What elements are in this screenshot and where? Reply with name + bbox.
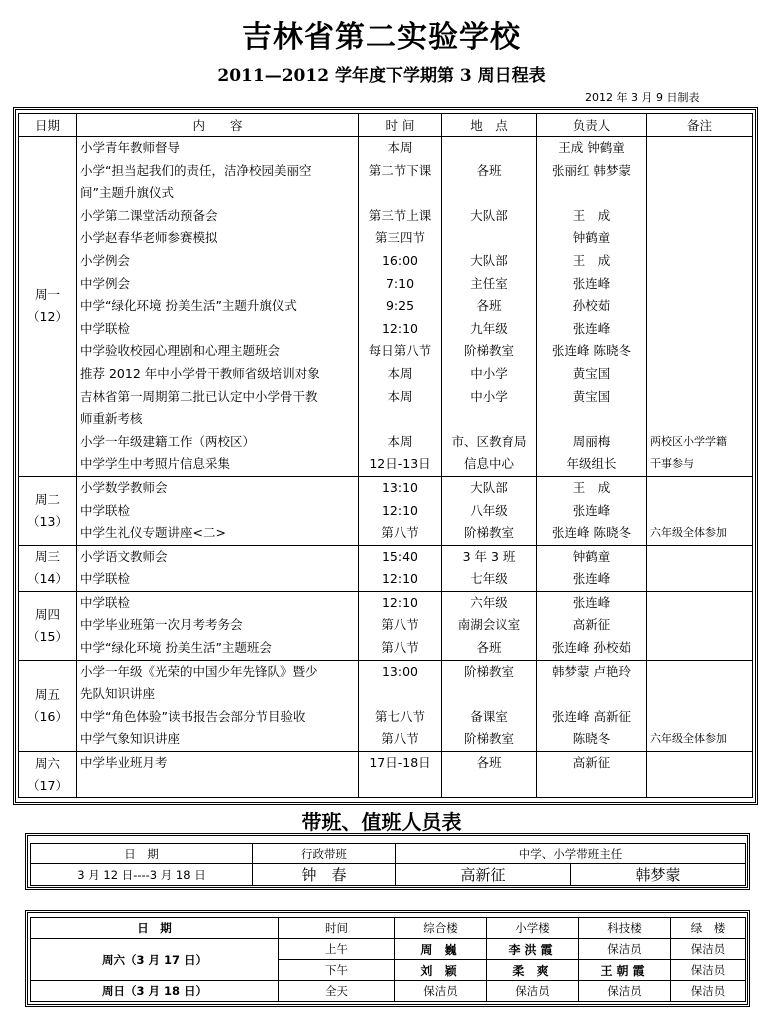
person-line xyxy=(537,775,646,798)
time-line: 第三节上课 xyxy=(368,207,432,223)
content-line: 中学联检 xyxy=(80,594,131,610)
time-cell xyxy=(359,591,442,660)
note-line xyxy=(647,137,752,160)
duty-date: 3 月 12 日----3 月 18 日 xyxy=(31,864,253,886)
watch-sat-pm-a: 刘 颖 xyxy=(395,960,487,981)
time-line: 本周 xyxy=(387,433,413,449)
person-line: 年级组长 xyxy=(566,456,617,472)
note-line xyxy=(647,227,752,250)
schedule-header-row xyxy=(19,114,753,137)
place-line: 信息中心 xyxy=(463,456,514,472)
note-cell xyxy=(647,545,753,591)
note-cell xyxy=(647,660,753,751)
made-date: 2012 年 3 月 9 日制表 xyxy=(585,91,700,104)
day-date: （16） xyxy=(27,708,68,724)
place-line: 各班 xyxy=(476,298,502,314)
person-line: 王 成 xyxy=(572,207,611,223)
content-line: 先队知识讲座 xyxy=(80,686,156,702)
person-line: 黄宝国 xyxy=(572,365,611,381)
col-time: 时 间 xyxy=(359,114,442,137)
person-line: 高新征 xyxy=(572,617,611,633)
content-line: 吉林省第一周期第二批已认定中小学骨干教 xyxy=(80,388,318,404)
time-line: 13:00 xyxy=(381,663,419,679)
duty-header-admin: 行政带班 xyxy=(253,844,396,864)
school-title: 吉林省第二实验学校 xyxy=(242,20,521,55)
time-cell xyxy=(359,752,442,798)
time-line: 第二节下课 xyxy=(368,162,432,178)
note-cell xyxy=(647,476,753,545)
person-cell xyxy=(537,476,647,545)
watch-sat-am-b: 李洪霞 xyxy=(487,939,579,960)
duty-header-date: 日 期 xyxy=(31,844,253,864)
note-line xyxy=(647,273,752,296)
place-line: 九年级 xyxy=(470,320,508,336)
place-line: 大队部 xyxy=(470,479,508,495)
person-line: 黄宝国 xyxy=(572,388,611,404)
content-line: 小学第二课堂活动预备会 xyxy=(80,207,218,223)
watch-header-building-a: 综合楼 xyxy=(395,918,487,939)
duty-table xyxy=(30,843,746,886)
note-line: 六年级全体参加 xyxy=(650,526,727,540)
day-row xyxy=(19,591,753,660)
content-line: 中学例会 xyxy=(80,275,131,291)
place-line: 八年级 xyxy=(470,502,508,518)
note-line xyxy=(647,205,752,228)
place-line: 大队部 xyxy=(470,207,508,223)
time-line: 12:10 xyxy=(381,502,419,518)
person-line: 张连峰 xyxy=(572,275,611,291)
person-line: 张连峰 陈晓冬 xyxy=(552,525,631,541)
note-line xyxy=(647,477,752,500)
person-line: 王 成 xyxy=(572,252,611,268)
content-line: 小学“担当起我们的责任，洁净校园美丽空 xyxy=(80,162,312,178)
day-cell xyxy=(19,476,77,545)
place-line: 六年级 xyxy=(470,594,508,610)
content-line: 小学赵春华老师参赛模拟 xyxy=(80,230,218,246)
place-cell xyxy=(442,476,537,545)
col-note: 备注 xyxy=(647,114,753,137)
watch-sat-am-c: 保洁员 xyxy=(579,939,671,960)
time-line xyxy=(359,775,441,798)
person-line: 张丽红 韩梦蒙 xyxy=(552,162,631,178)
content-line: 中学联检 xyxy=(80,502,131,518)
place-cell xyxy=(442,660,537,751)
place-line: 南湖会议室 xyxy=(457,617,521,633)
person-line: 王 成 xyxy=(572,479,611,495)
time-line: 7:10 xyxy=(385,275,415,291)
time-line: 本周 xyxy=(387,365,413,381)
time-line xyxy=(359,182,441,205)
person-line: 王成 钟鹤童 xyxy=(558,140,625,155)
day-row xyxy=(19,476,753,545)
place-cell xyxy=(442,545,537,591)
note-cell xyxy=(647,752,753,798)
place-line xyxy=(442,775,536,798)
note-cell xyxy=(647,137,753,477)
content-line: 中学毕业班月考 xyxy=(80,755,168,771)
place-line: 3 年 3 班 xyxy=(462,548,516,564)
content-cell xyxy=(77,476,359,545)
time-line: 16:00 xyxy=(381,252,419,268)
note-line: 干事参与 xyxy=(650,457,694,471)
person-line xyxy=(537,683,646,706)
time-line: 12:10 xyxy=(381,594,419,610)
person-line: 张连峰 xyxy=(572,502,611,518)
day-cell xyxy=(19,137,77,477)
duty-teacher-1: 高新征 xyxy=(396,864,571,886)
place-line: 中小学 xyxy=(470,365,508,381)
watch-sun-d: 保洁员 xyxy=(671,981,746,1002)
person-line: 张连峰 xyxy=(572,571,611,587)
content-line: 师重新考核 xyxy=(80,411,143,427)
person-line: 张连峰 高新征 xyxy=(552,708,631,724)
place-line: 各班 xyxy=(476,640,502,656)
person-cell xyxy=(537,660,647,751)
watch-sat-am-d: 保洁员 xyxy=(671,939,746,960)
place-line: 市、区教育局 xyxy=(451,433,527,449)
note-line xyxy=(647,408,752,431)
note-line xyxy=(647,250,752,273)
content-line: 中学毕业班第一次月考考务会 xyxy=(80,617,243,633)
content-line: 小学例会 xyxy=(80,252,131,268)
time-line: 第八节 xyxy=(381,525,419,541)
col-date: 日期 xyxy=(19,114,77,137)
duty-title: 带班、值班人员表 xyxy=(301,810,462,834)
note-line xyxy=(647,706,752,729)
time-line: 本周 xyxy=(387,388,413,404)
watch-header-date: 日 期 xyxy=(31,918,279,939)
note-line xyxy=(647,775,752,798)
time-cell xyxy=(359,545,442,591)
note-line xyxy=(647,318,752,341)
time-line xyxy=(359,683,441,706)
person-line: 钟鹤童 xyxy=(572,548,611,564)
time-line: 本周 xyxy=(387,140,413,155)
note-line xyxy=(647,546,752,569)
watch-sat-pm-b: 柔 爽 xyxy=(487,960,579,981)
person-line: 张连峰 xyxy=(572,594,611,610)
person-line: 张连峰 陈晓冬 xyxy=(552,343,631,359)
content-line: 小学青年教师督导 xyxy=(80,140,181,155)
time-line: 每日第八节 xyxy=(368,343,432,359)
note-line xyxy=(647,386,752,409)
person-line: 陈晓冬 xyxy=(572,731,611,747)
content-line: 间”主题升旗仪式 xyxy=(80,185,174,201)
person-line: 钟鹤童 xyxy=(572,230,611,246)
person-line: 高新征 xyxy=(572,755,611,771)
time-line: 15:40 xyxy=(381,548,419,564)
schedule-subtitle: 2011—2012 学年度下学期第 3 周日程表 xyxy=(217,66,546,86)
time-line: 9:25 xyxy=(385,298,415,314)
content-line: 小学一年级《光荣的中国少年先锋队》暨少 xyxy=(80,663,318,679)
time-line: 17日-18日 xyxy=(369,755,431,771)
watch-header-time: 时间 xyxy=(279,918,395,939)
content-line: 中学“绿化环境 扮美生活”主题班会 xyxy=(80,640,272,656)
place-line: 各班 xyxy=(476,162,502,178)
content-line: 中学学生中考照片信息采集 xyxy=(80,456,231,472)
day-label: 周四 xyxy=(34,606,60,622)
note-line xyxy=(647,752,752,775)
person-cell xyxy=(537,591,647,660)
place-line xyxy=(442,227,536,250)
day-label: 周三 xyxy=(34,549,60,565)
day-label: 周六 xyxy=(34,755,60,771)
place-line: 七年级 xyxy=(470,571,508,587)
content-line: 小学一年级建籍工作（两校区） xyxy=(80,433,256,449)
place-line xyxy=(442,137,536,160)
time-line: 12:10 xyxy=(381,571,419,587)
time-line: 第八节 xyxy=(381,731,419,747)
place-cell xyxy=(442,137,537,477)
content-line: 中学“角色体验”读书报告会部分节目验收 xyxy=(80,708,306,724)
note-line xyxy=(647,683,752,706)
watch-sat-am-time: 上午 xyxy=(279,939,395,960)
content-line: 中学联检 xyxy=(80,320,131,336)
day-cell xyxy=(19,591,77,660)
place-line: 备课室 xyxy=(470,708,508,724)
time-line: 第八节 xyxy=(381,640,419,656)
content-line: 中学气象知识讲座 xyxy=(80,731,181,747)
place-cell xyxy=(442,591,537,660)
day-row xyxy=(19,660,753,751)
note-line xyxy=(647,592,752,615)
content-line: 小学数学教师会 xyxy=(80,479,168,495)
duty-teacher-2: 韩梦蒙 xyxy=(571,864,746,886)
watch-sun-label: 周日（3 月 18 日） xyxy=(31,981,279,1002)
watch-sun-a: 保洁员 xyxy=(395,981,487,1002)
time-line: 第三四节 xyxy=(374,230,425,246)
watch-sat-pm-c: 王朝霞 xyxy=(579,960,671,981)
note-line xyxy=(647,614,752,637)
place-line: 阶梯教室 xyxy=(463,343,514,359)
time-line: 第八节 xyxy=(381,617,419,633)
day-label: 周一 xyxy=(34,287,60,303)
note-cell xyxy=(647,591,753,660)
watch-sat-pm-time: 下午 xyxy=(279,960,395,981)
schedule-table xyxy=(18,113,753,798)
time-cell xyxy=(359,476,442,545)
note-line xyxy=(647,340,752,363)
note-line xyxy=(647,568,752,591)
note-line xyxy=(647,500,752,523)
time-cell xyxy=(359,660,442,751)
day-date: （12） xyxy=(27,309,68,325)
col-person: 负责人 xyxy=(537,114,647,137)
place-line: 大队部 xyxy=(470,252,508,268)
content-line: 中学联检 xyxy=(80,571,131,587)
content-line: 中学生礼仪专题讲座<二> xyxy=(80,525,226,541)
watch-sun-b: 保洁员 xyxy=(487,981,579,1002)
day-label: 周二 xyxy=(34,491,60,507)
time-line: 12日-13日 xyxy=(369,456,431,472)
place-cell xyxy=(442,752,537,798)
person-line xyxy=(537,182,646,205)
day-date: （13） xyxy=(27,513,68,529)
content-cell xyxy=(77,752,359,798)
note-line xyxy=(647,160,752,183)
note-line xyxy=(647,295,752,318)
watch-sun-c: 保洁员 xyxy=(579,981,671,1002)
col-place: 地 点 xyxy=(442,114,537,137)
content-line: 中学验收校园心理剧和心理主题班会 xyxy=(80,343,281,359)
person-line: 韩梦蒙 卢艳玲 xyxy=(552,663,631,679)
note-line xyxy=(647,661,752,684)
day-date: （17） xyxy=(27,777,68,793)
watch-sat-pm-d: 保洁员 xyxy=(671,960,746,981)
watch-sat-label: 周六（3 月 17 日） xyxy=(31,939,279,981)
watch-table xyxy=(30,917,746,1002)
person-line: 张连峰 xyxy=(572,320,611,336)
note-line xyxy=(647,637,752,660)
place-line: 阶梯教室 xyxy=(463,663,514,679)
content-cell xyxy=(77,137,359,477)
day-cell xyxy=(19,660,77,751)
day-row xyxy=(19,545,753,591)
place-line: 中小学 xyxy=(470,388,508,404)
duty-header-teachers: 中学、小学带班主任 xyxy=(396,844,746,864)
day-cell xyxy=(19,545,77,591)
person-line: 周丽梅 xyxy=(572,433,611,449)
watch-header-building-d: 绿 楼 xyxy=(671,918,746,939)
content-cell xyxy=(77,545,359,591)
duty-admin: 钟 春 xyxy=(253,864,396,886)
time-line: 第七八节 xyxy=(374,708,425,724)
content-line: 中学“绿化环境 扮美生活”主题升旗仪式 xyxy=(80,298,297,314)
place-line: 阶梯教室 xyxy=(463,525,514,541)
content-line xyxy=(77,775,358,798)
note-line xyxy=(647,182,752,205)
place-line: 阶梯教室 xyxy=(463,731,514,747)
content-line: 小学语文教师会 xyxy=(80,548,168,564)
content-cell xyxy=(77,660,359,751)
watch-sat-am-a: 周 巍 xyxy=(395,939,487,960)
time-line: 13:10 xyxy=(381,479,419,495)
person-cell xyxy=(537,752,647,798)
place-line xyxy=(442,408,536,431)
person-cell xyxy=(537,137,647,477)
person-line: 孙校茹 xyxy=(572,298,611,314)
content-cell xyxy=(77,591,359,660)
time-line xyxy=(359,408,441,431)
time-line: 12:10 xyxy=(381,320,419,336)
place-line: 各班 xyxy=(476,755,502,771)
note-line xyxy=(647,363,752,386)
person-line xyxy=(537,408,646,431)
person-line: 张连峰 孙校茹 xyxy=(552,640,631,656)
place-line xyxy=(442,683,536,706)
day-row xyxy=(19,137,753,477)
watch-header-building-c: 科技楼 xyxy=(579,918,671,939)
person-cell xyxy=(537,545,647,591)
col-content: 内 容 xyxy=(77,114,359,137)
note-line: 两校区小学学籍 xyxy=(650,434,727,448)
day-row xyxy=(19,752,753,798)
watch-header-building-b: 小学楼 xyxy=(487,918,579,939)
content-line: 推荐 2012 年中小学骨干教师省级培训对象 xyxy=(80,365,320,381)
note-line: 六年级全体参加 xyxy=(650,732,727,746)
day-date: （14） xyxy=(27,571,68,587)
place-line xyxy=(442,182,536,205)
day-date: （15） xyxy=(27,628,68,644)
day-label: 周五 xyxy=(34,686,60,702)
watch-sun-time: 全天 xyxy=(279,981,395,1002)
place-line: 主任室 xyxy=(470,275,508,291)
day-cell xyxy=(19,752,77,798)
time-cell xyxy=(359,137,442,477)
